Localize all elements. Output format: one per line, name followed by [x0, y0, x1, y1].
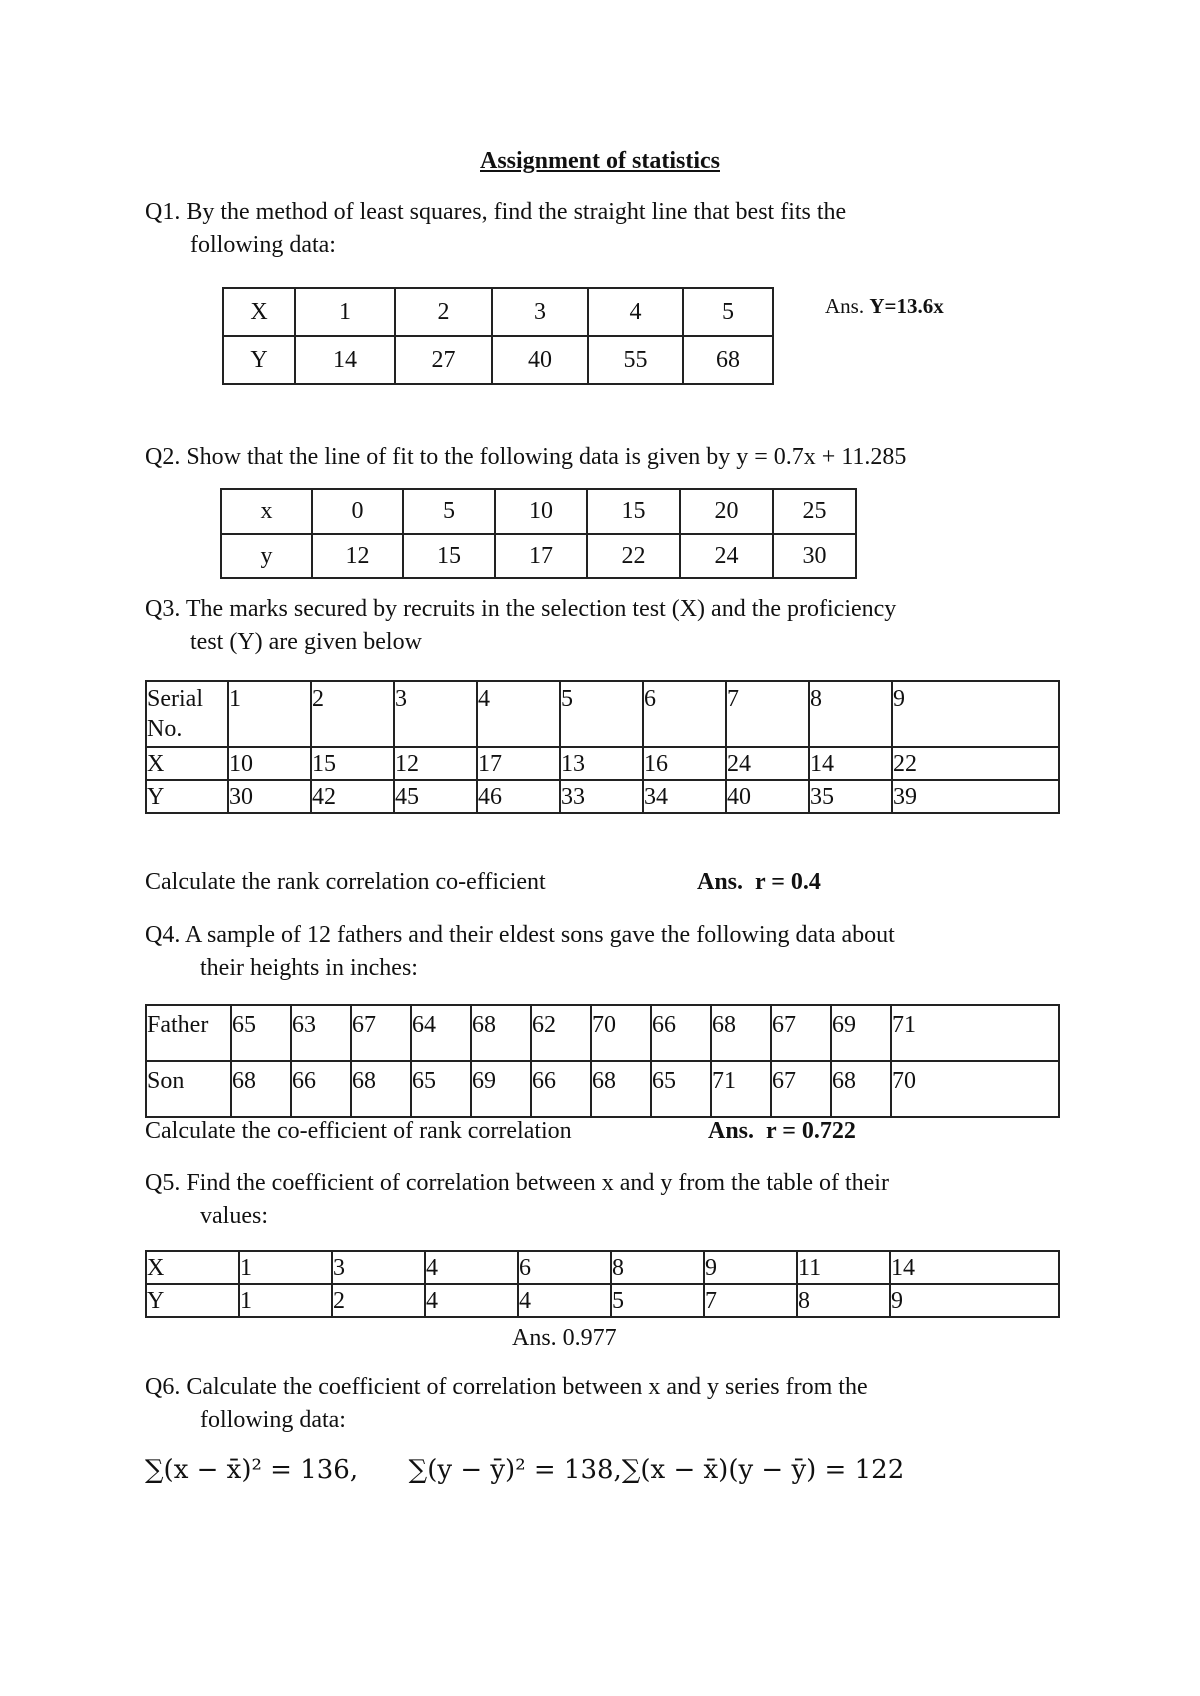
- q5-answer: Ans. 0.977: [512, 1325, 617, 1351]
- q5-text: [145, 1167, 889, 1233]
- q3-row-y: [146, 780, 1059, 813]
- q1-cell: 2: [395, 288, 492, 336]
- q6-line2: following data:: [200, 1407, 346, 1433]
- q3-cell: 14: [809, 747, 892, 780]
- q4-cell: 66: [531, 1061, 591, 1117]
- q6-formula: [145, 1455, 904, 1485]
- q2-cell: 20: [680, 489, 773, 534]
- q3-task: Calculate the rank correlation co-efficient: [145, 869, 546, 895]
- q4-cell: 68: [231, 1061, 291, 1117]
- q4-cell: 68: [831, 1061, 891, 1117]
- q2-cell: 0: [312, 489, 403, 534]
- q1-cell: 68: [683, 336, 773, 384]
- q2-row-y: [221, 534, 856, 578]
- q2-cell: 25: [773, 489, 856, 534]
- q3-cell: 5: [560, 681, 643, 747]
- q3-line2: test (Y) are given below: [190, 629, 422, 655]
- q4-cell: 67: [351, 1005, 411, 1061]
- q3-cell: 1: [228, 681, 311, 747]
- q4-cell: 65: [651, 1061, 711, 1117]
- q3-answer: Ans. r = 0.4: [697, 869, 821, 895]
- q3-cell: Y: [146, 780, 228, 813]
- q1-cell: 3: [492, 288, 588, 336]
- q4-cell: Father: [146, 1005, 231, 1061]
- q3-cell: 33: [560, 780, 643, 813]
- q4-cell: 65: [231, 1005, 291, 1061]
- page-title: Assignment of statistics: [480, 148, 720, 174]
- q1-line2: following data:: [190, 232, 336, 258]
- q3-cell: 24: [726, 747, 809, 780]
- q3-header-cell: [146, 681, 228, 747]
- q3-header-l2: No.: [147, 716, 183, 742]
- q6-text: [145, 1371, 868, 1437]
- q1-cell: X: [223, 288, 295, 336]
- q5-line1: Q5. Find the coefficient of correlation between x and y from the table of their: [145, 1170, 889, 1196]
- q5-cell: 14: [890, 1251, 1059, 1284]
- q3-cell: X: [146, 747, 228, 780]
- q3-cell: 16: [643, 747, 726, 780]
- q3-line1: Q3. The marks secured by recruits in the selection test (X) and the proficiency: [145, 596, 897, 622]
- q3-row-x: [146, 747, 1059, 780]
- q4-cell: 71: [891, 1005, 1059, 1061]
- q4-cell: 70: [591, 1005, 651, 1061]
- q5-cell: 3: [332, 1251, 425, 1284]
- q5-cell: X: [146, 1251, 239, 1284]
- q1-line1: Q1. By the method of least squares, find the straight line that best fits the: [145, 199, 847, 225]
- q3-cell: 22: [892, 747, 1059, 780]
- q3-cell: 9: [892, 681, 1059, 747]
- q1-text: [145, 196, 846, 262]
- q3-cell: 3: [394, 681, 477, 747]
- q3-text: [145, 593, 896, 659]
- q4-cell: 68: [711, 1005, 771, 1061]
- q1-cell: Y: [223, 336, 295, 384]
- q6-formula-sum-y: ∑(y − ȳ)² = 138,: [408, 1455, 622, 1485]
- q4-cell: 69: [471, 1061, 531, 1117]
- q4-cell: 62: [531, 1005, 591, 1061]
- q2-text: [145, 441, 906, 474]
- q2-cell: x: [221, 489, 312, 534]
- q3-cell: 34: [643, 780, 726, 813]
- q4-cell: 68: [591, 1061, 651, 1117]
- q5-cell: 7: [704, 1284, 797, 1317]
- q2-cell: 15: [403, 534, 495, 578]
- q6-line1: Q6. Calculate the coefficient of correlation between x and y series from the: [145, 1374, 868, 1400]
- q3-cell: 46: [477, 780, 560, 813]
- q1-cell: 14: [295, 336, 395, 384]
- q4-row-father: [146, 1005, 1059, 1061]
- q5-line2: values:: [200, 1203, 268, 1229]
- q3-header-l1: Serial: [147, 686, 203, 712]
- q4-cell: 68: [471, 1005, 531, 1061]
- q5-cell: 1: [239, 1251, 332, 1284]
- q4-line2: their heights in inches:: [200, 955, 418, 981]
- q4-cell: 63: [291, 1005, 351, 1061]
- q3-cell: 7: [726, 681, 809, 747]
- q4-cell: 68: [351, 1061, 411, 1117]
- q3-cell: 39: [892, 780, 1059, 813]
- q2-table: [220, 488, 857, 579]
- q5-cell: 1: [239, 1284, 332, 1317]
- q1-cell: 4: [588, 288, 683, 336]
- q2-cell: 22: [587, 534, 680, 578]
- q2-cell: y: [221, 534, 312, 578]
- q6-formula-sum-x: ∑(x − x̄)² = 136,: [145, 1455, 359, 1485]
- q2-line1: Q2. Show that the line of fit to the following data is given by y = 0.7x + 11.285: [145, 444, 907, 470]
- q3-cell: 40: [726, 780, 809, 813]
- q3-cell: 2: [311, 681, 394, 747]
- q3-cell: 15: [311, 747, 394, 780]
- q4-cell: 66: [651, 1005, 711, 1061]
- q6-formula-sum-xy: ∑(x − x̄)(y − ȳ) = 122: [621, 1455, 905, 1485]
- q3-table: [145, 680, 1060, 814]
- q3-cell: 6: [643, 681, 726, 747]
- q4-cell: 70: [891, 1061, 1059, 1117]
- q1-answer-value: Y=13.6x: [869, 294, 944, 318]
- q3-cell: 35: [809, 780, 892, 813]
- q4-cell: 64: [411, 1005, 471, 1061]
- q1-cell: 5: [683, 288, 773, 336]
- q5-cell: 6: [518, 1251, 611, 1284]
- q5-cell: 5: [611, 1284, 704, 1317]
- q3-cell: 4: [477, 681, 560, 747]
- q5-cell: 4: [425, 1284, 518, 1317]
- q3-cell: 42: [311, 780, 394, 813]
- q5-row-y: [146, 1284, 1059, 1317]
- q2-cell: 15: [587, 489, 680, 534]
- q5-cell: 11: [797, 1251, 890, 1284]
- q5-cell: 2: [332, 1284, 425, 1317]
- q4-row-son: [146, 1061, 1059, 1117]
- q2-cell: 24: [680, 534, 773, 578]
- q1-answer: [825, 294, 944, 319]
- q3-cell: 30: [228, 780, 311, 813]
- q2-cell: 5: [403, 489, 495, 534]
- q5-cell: 4: [518, 1284, 611, 1317]
- q5-cell: 9: [890, 1284, 1059, 1317]
- q4-cell: 67: [771, 1005, 831, 1061]
- q4-line1: Q4. A sample of 12 fathers and their eldest sons gave the following data about: [145, 922, 895, 948]
- q1-row-y: [223, 336, 773, 384]
- q1-cell: 55: [588, 336, 683, 384]
- q3-cell: 8: [809, 681, 892, 747]
- q4-cell: 71: [711, 1061, 771, 1117]
- q2-cell: 30: [773, 534, 856, 578]
- q1-cell: 27: [395, 336, 492, 384]
- q1-row-x: [223, 288, 773, 336]
- q4-cell: 65: [411, 1061, 471, 1117]
- q5-table: [145, 1250, 1060, 1318]
- q5-cell: Y: [146, 1284, 239, 1317]
- q2-cell: 10: [495, 489, 587, 534]
- q4-answer: Ans. r = 0.722: [708, 1118, 856, 1144]
- q4-text: [145, 919, 895, 985]
- q1-cell: 1: [295, 288, 395, 336]
- q3-cell: 17: [477, 747, 560, 780]
- q3-cell: 12: [394, 747, 477, 780]
- q4-cell: 67: [771, 1061, 831, 1117]
- q4-cell: 69: [831, 1005, 891, 1061]
- q5-cell: 4: [425, 1251, 518, 1284]
- q5-cell: 9: [704, 1251, 797, 1284]
- q4-task: Calculate the co-efficient of rank correlation: [145, 1118, 572, 1144]
- q1-answer-prefix: Ans.: [825, 294, 870, 318]
- q3-cell: 10: [228, 747, 311, 780]
- q5-row-x: [146, 1251, 1059, 1284]
- q5-cell: 8: [797, 1284, 890, 1317]
- q1-cell: 40: [492, 336, 588, 384]
- q3-cell: 45: [394, 780, 477, 813]
- q2-cell: 17: [495, 534, 587, 578]
- q4-cell: 66: [291, 1061, 351, 1117]
- q4-cell: Son: [146, 1061, 231, 1117]
- q4-table: [145, 1004, 1060, 1118]
- q1-table: [222, 287, 774, 385]
- q2-row-x: [221, 489, 856, 534]
- q2-cell: 12: [312, 534, 403, 578]
- q5-cell: 8: [611, 1251, 704, 1284]
- q3-row-serial: [146, 681, 1059, 747]
- q3-cell: 13: [560, 747, 643, 780]
